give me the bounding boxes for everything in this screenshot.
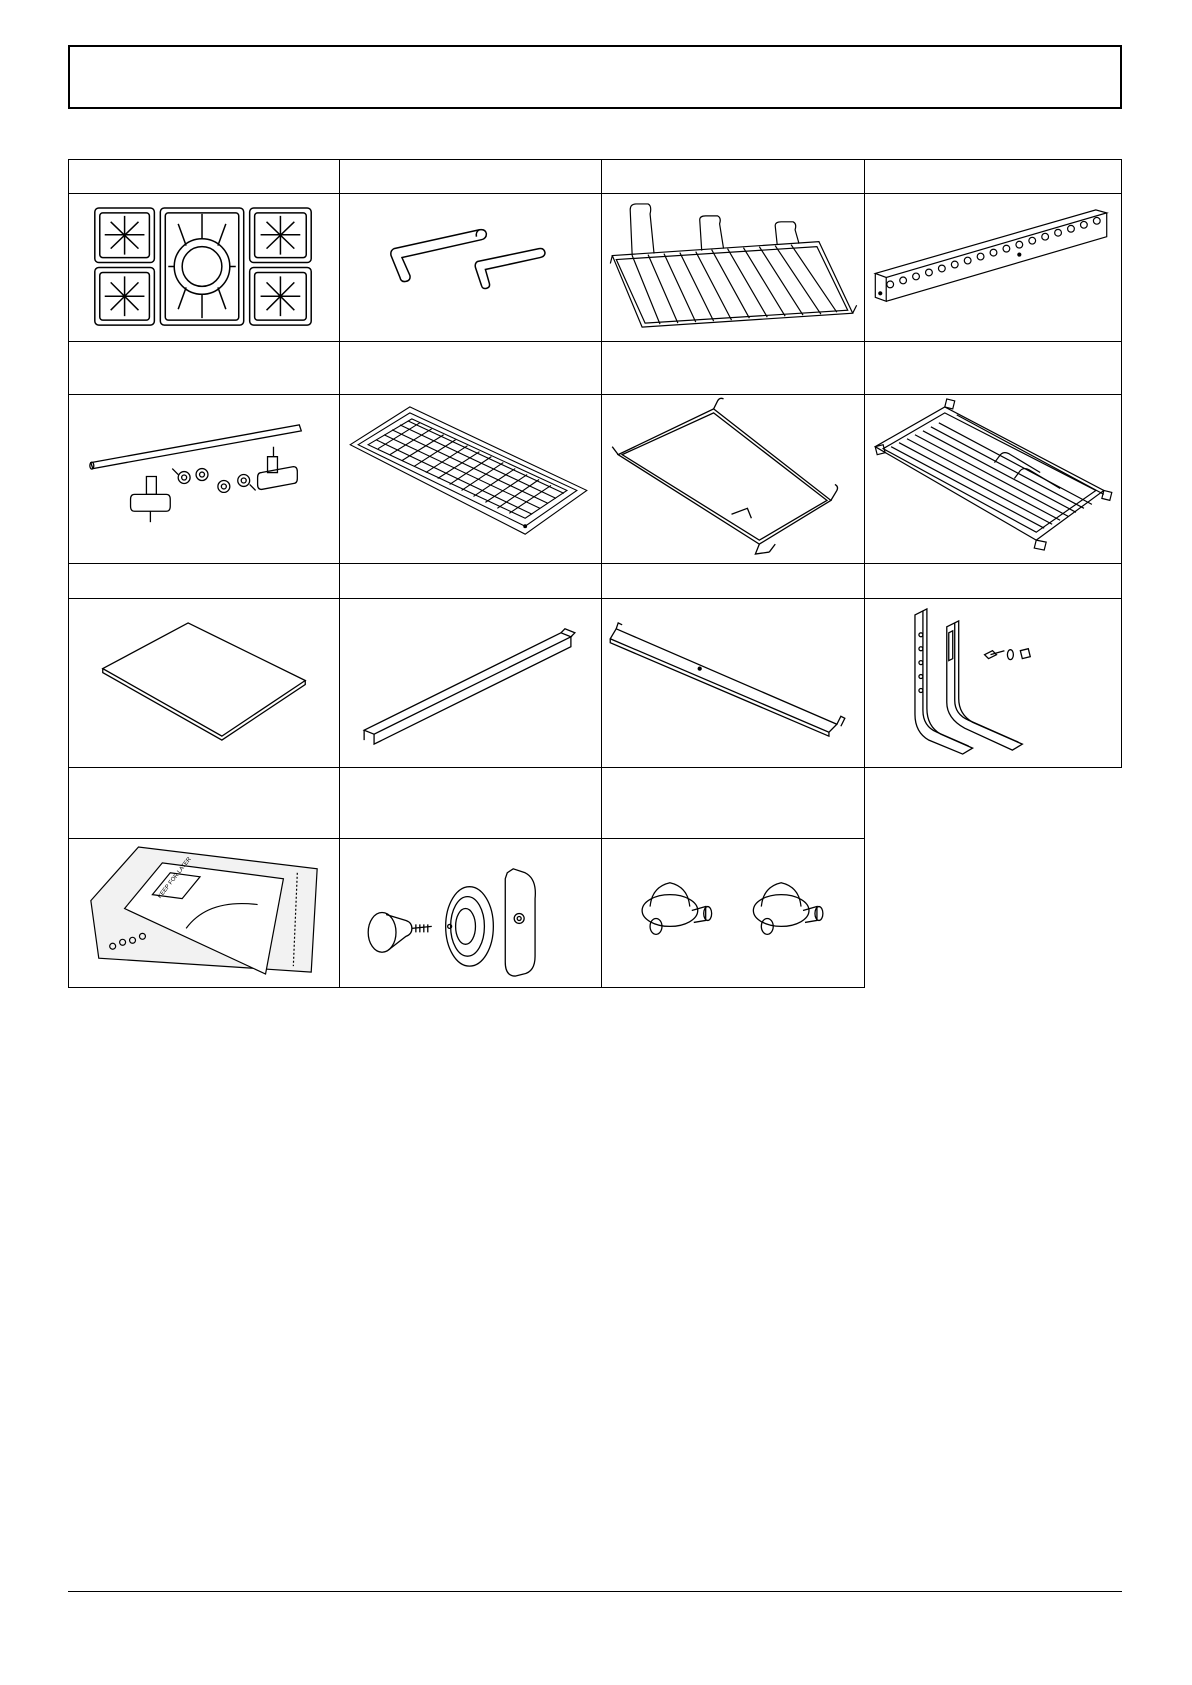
- part-image-brackets-with-bolts: [865, 599, 1122, 768]
- part-image-knob-assembly: [340, 839, 602, 988]
- part-label: [865, 564, 1122, 599]
- part-label: [602, 768, 865, 839]
- part-image-burner-grates: [68, 194, 340, 342]
- part-label: [340, 342, 602, 395]
- part-label: [865, 159, 1122, 194]
- wire-rack-icon: [602, 194, 864, 341]
- long-channel-icon: [602, 599, 864, 767]
- part-image-flat-panel: [68, 599, 340, 768]
- part-image-hex-keys: [340, 194, 602, 342]
- part-label: [865, 342, 1122, 395]
- brackets-icon: [865, 599, 1121, 767]
- grill-tray-rack-icon: [340, 395, 601, 563]
- burner-grates-icon: [69, 194, 339, 341]
- part-image-trim-strip: [340, 599, 602, 768]
- part-label: [340, 159, 602, 194]
- part-label: [602, 342, 865, 395]
- part-image-long-channel: [602, 599, 865, 768]
- part-image-burner-valves: [602, 839, 865, 988]
- gas-pipe-fittings-icon: [69, 395, 339, 563]
- bag-text: KEEP FOR LATER: [157, 856, 193, 900]
- shelf-runner-icon: [602, 395, 864, 563]
- part-image-drilled-bar: [865, 194, 1122, 342]
- part-label: [68, 564, 340, 599]
- part-image-telescopic-rack: [865, 395, 1122, 564]
- burner-valves-icon: [602, 839, 864, 987]
- drilled-bar-icon: [865, 194, 1121, 341]
- part-image-documentation-pack: [68, 839, 340, 988]
- trim-strip-icon: [340, 599, 601, 767]
- part-image-gas-pipe-fittings: [68, 395, 340, 564]
- part-image-shelf-runner: [602, 395, 865, 564]
- footer-rule: [68, 1591, 1122, 1592]
- part-image-wire-rack: [602, 194, 865, 342]
- page-title-box: [68, 45, 1122, 109]
- part-label: [602, 564, 865, 599]
- part-image-grill-tray-rack: [340, 395, 602, 564]
- flat-panel-icon: [69, 599, 339, 767]
- part-label: [602, 159, 865, 194]
- part-label: [68, 768, 340, 839]
- documentation-pack-icon: [69, 839, 339, 987]
- part-label: [340, 768, 602, 839]
- hex-keys-icon: [340, 194, 601, 341]
- telescopic-rack-icon: [865, 395, 1121, 563]
- knob-assembly-icon: [340, 839, 601, 987]
- part-label: [68, 159, 340, 194]
- part-label: [68, 342, 340, 395]
- part-label: [340, 564, 602, 599]
